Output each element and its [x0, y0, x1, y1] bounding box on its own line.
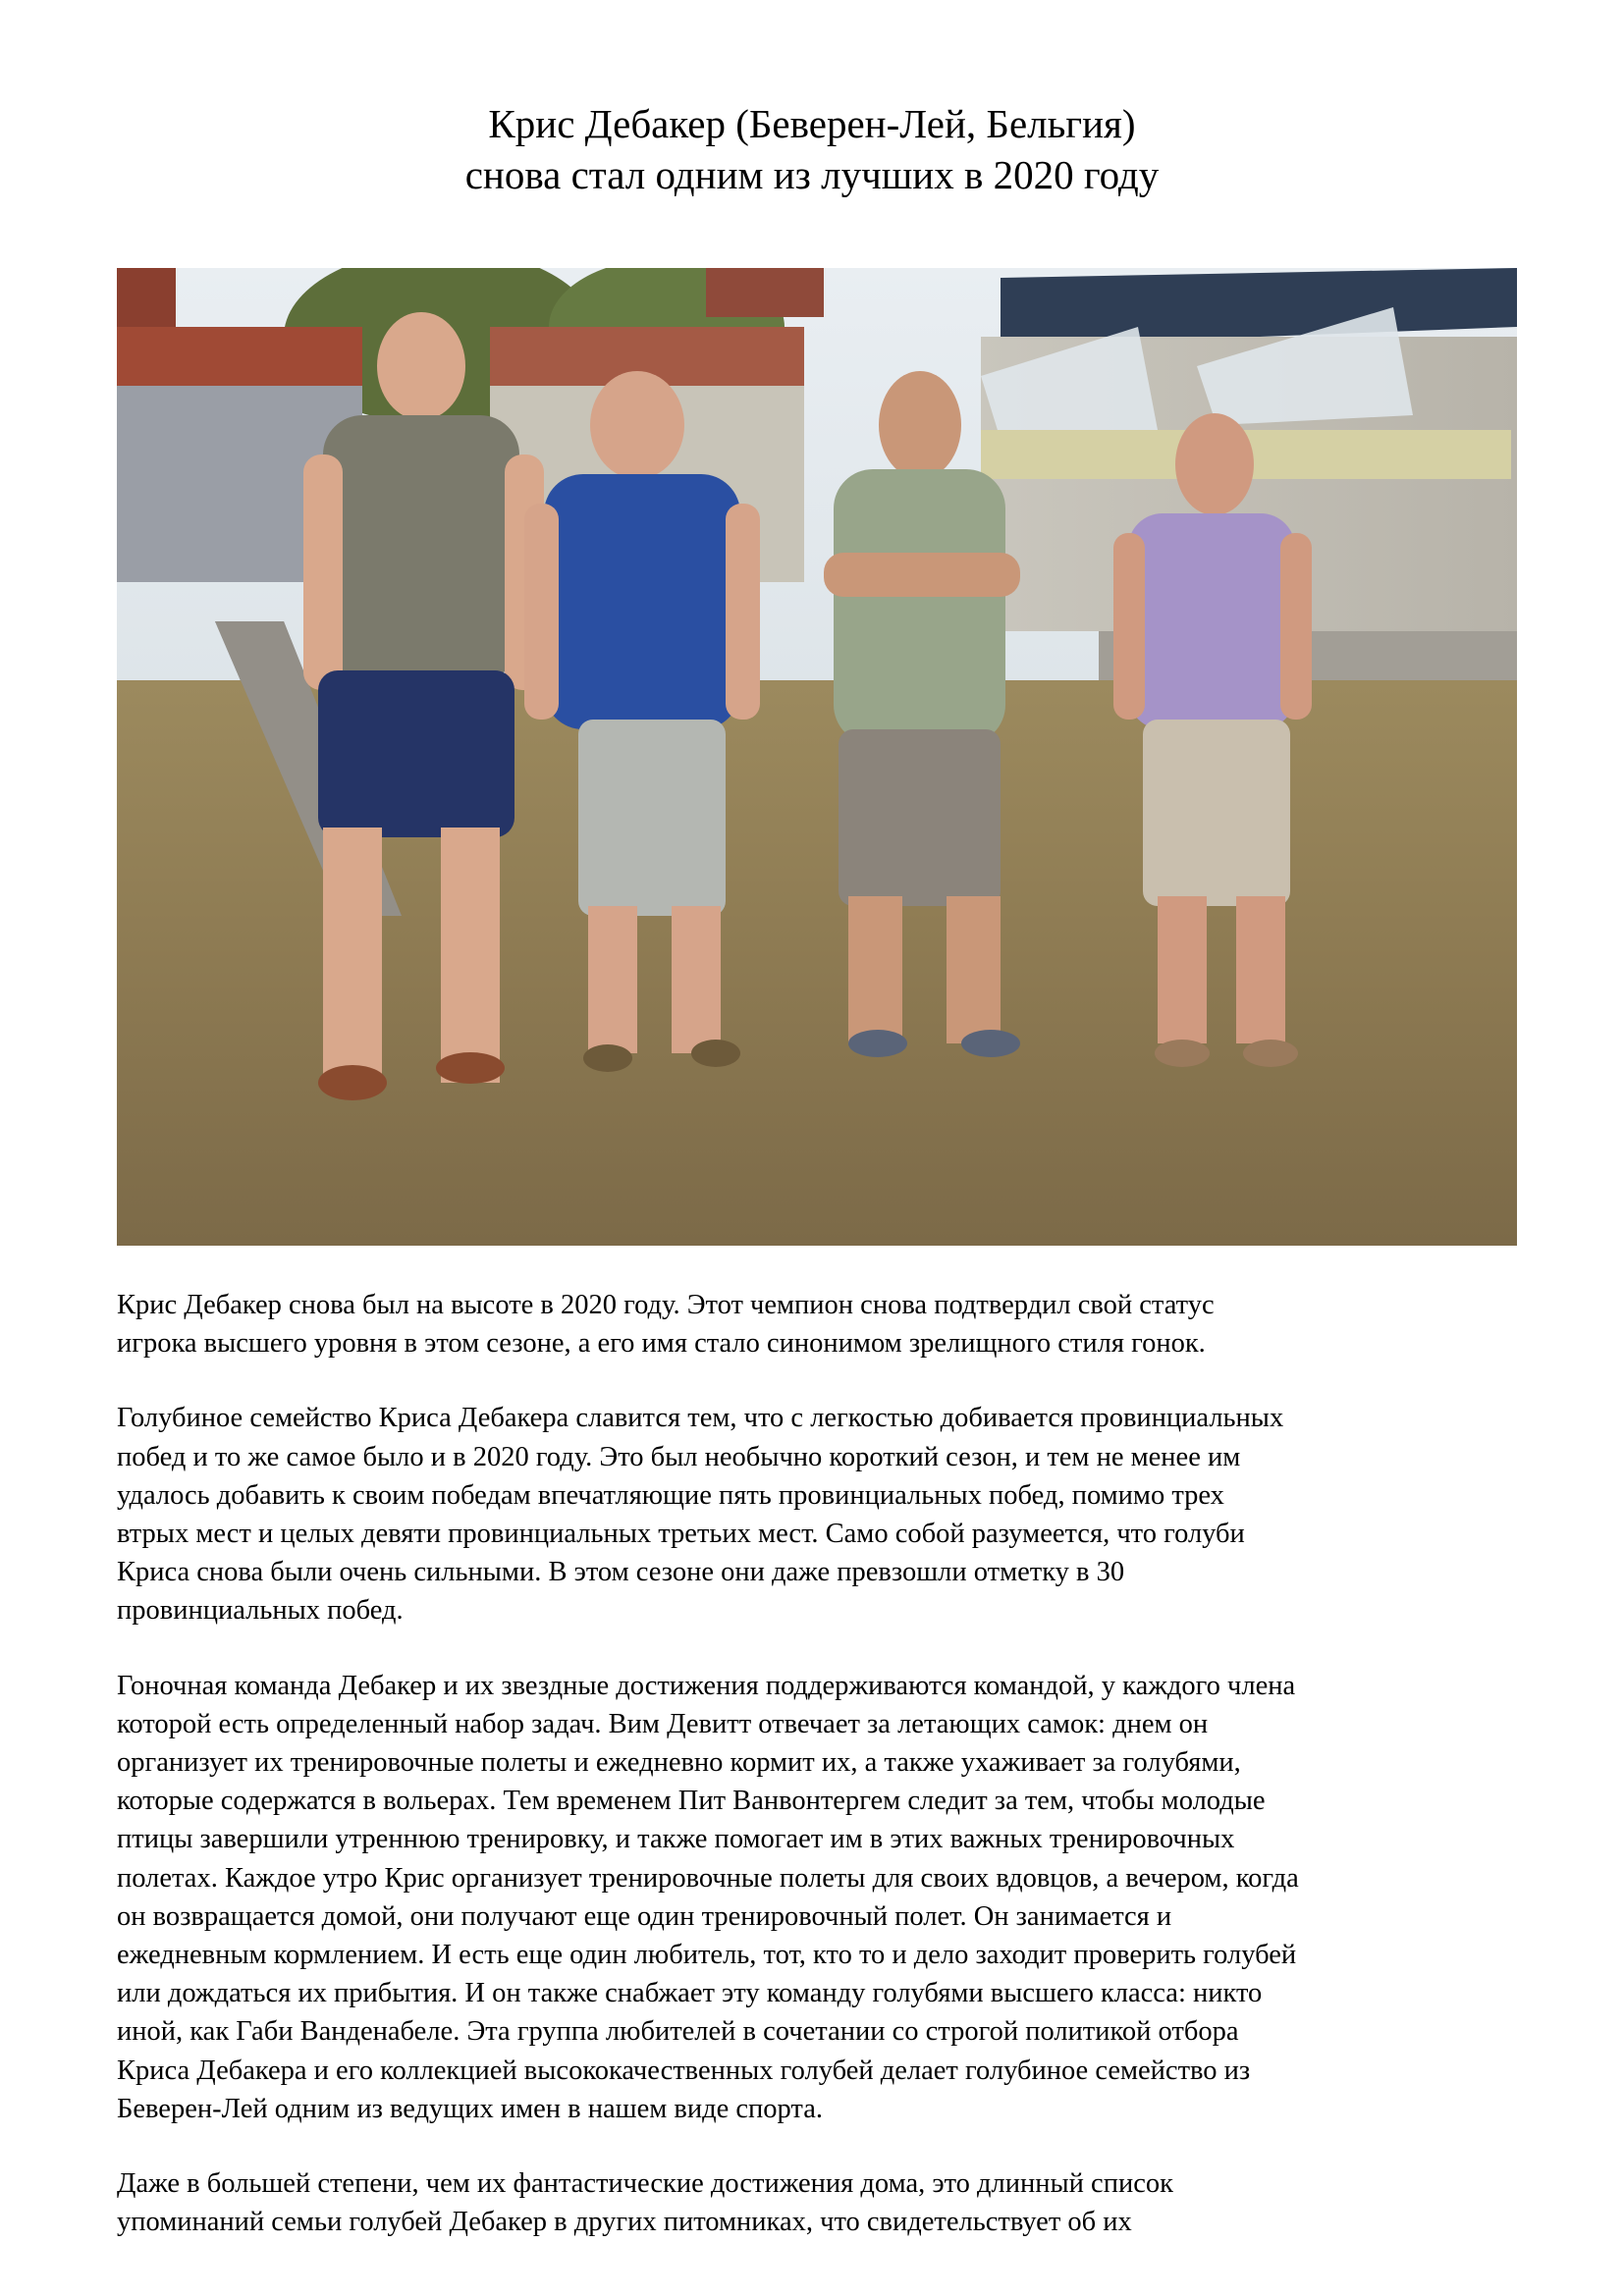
text-line: которые содержатся в вольерах. Тем временем Пит Ванвонтергем следит за тем, чтобы молодые [117, 1786, 1266, 1817]
paragraph-1 [117, 1286, 1521, 1362]
text-line: Криса снова были очень сильными. В этом сезоне они даже превзошли отметку в 30 [117, 1557, 1125, 1588]
text-line: провинциальных побед. [117, 1595, 404, 1627]
text-line: Голубиное семейство Криса Дебакера славится тем, что с легкостью добивается провинциальных [117, 1403, 1284, 1434]
text-line: игрока высшего уровня в этом сезоне, а его имя стало синонимом зрелищного стиля гонок. [117, 1328, 1206, 1360]
title-line-1: Крис Дебакер (Беверен-Лей, Бельгия) [488, 101, 1136, 146]
paragraph-2 [117, 1399, 1521, 1629]
article-title [0, 98, 1624, 200]
text-line: организует их тренировочные полеты и ежедневно кормит их, а также ухаживает за голубями, [117, 1747, 1241, 1779]
text-line: Криса Дебакера и его коллекцией высококачественных голубей делает голубиное семейство из [117, 2055, 1251, 2086]
text-line: Гоночная команда Дебакер и их звездные достижения поддерживаются командой, у каждого члена [117, 1670, 1296, 1701]
text-line: ежедневным кормлением. И есть еще один любитель, тот, кто то и дело заходит проверить голубей [117, 1940, 1297, 1971]
text-line: упоминаний семьи голубей Дебакер в других питомниках, что свидетельствует об их [117, 2207, 1132, 2238]
title-line-2: снова стал одним из лучших в 2020 году [464, 152, 1160, 197]
text-line: полетах. Каждое утро Крис организует тренировочные полеты для своих вдовцов, а вечером, когда [117, 1862, 1299, 1894]
text-line: удалось добавить к своим победам впечатляющие пять провинциальных побед, помимо трех [117, 1479, 1224, 1511]
text-line: Даже в большей степени, чем их фантастические достижения дома, это длинный список [117, 2168, 1173, 2200]
text-line: или дождаться их прибытия. И он также снабжает эту команду голубями высшего класса: никто [117, 1978, 1263, 2009]
article-body [117, 1286, 1521, 2277]
text-line: он возвращается домой, они получают еще один тренировочный полет. Он занимается и [117, 1900, 1172, 1932]
text-line: Беверен-Лей одним из ведущих имен в нашем виде спорта. [117, 2093, 824, 2124]
text-line: птицы завершили утреннюю тренировку, и также помогает им в этих важных тренировочных [117, 1824, 1235, 1855]
paragraph-4 [117, 2164, 1521, 2241]
group-photo [117, 268, 1517, 1246]
text-line: Крис Дебакер снова был на высоте в 2020 году. Этот чемпион снова подтвердил свой статус [117, 1290, 1215, 1320]
text-line: которой есть определенный набор задач. Вим Девитт отвечает за летающих самок: днем он [117, 1708, 1209, 1739]
text-line: втрых мест и целых девяти провинциальных третьих мест. Само собой разумеется, что голуби [117, 1519, 1245, 1550]
text-line: иной, как Габи Ванденабеле. Эта группа любителей в сочетании со строгой политикой отбора [117, 2016, 1239, 2048]
text-line: побед и то же самое было и в 2020 году. Это был необычно короткий сезон, и тем не менее им [117, 1441, 1241, 1472]
paragraph-3 [117, 1667, 1521, 2128]
